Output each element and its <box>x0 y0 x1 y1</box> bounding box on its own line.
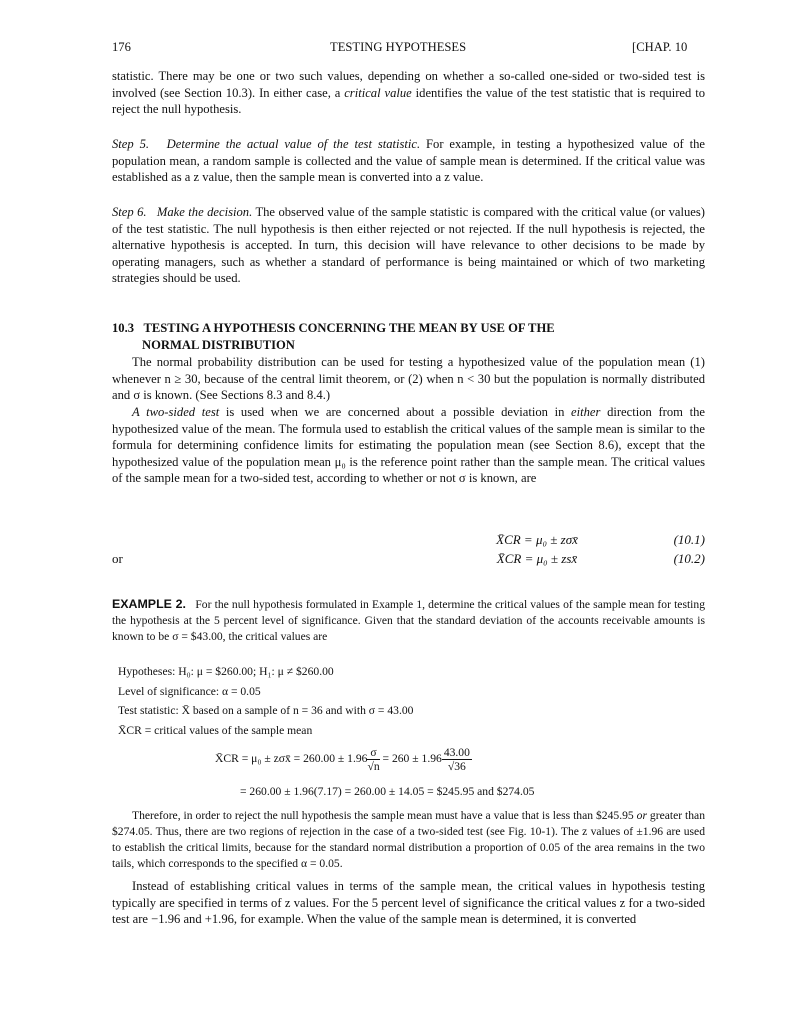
chapter-label: [CHAP. 10 <box>632 40 688 54</box>
running-title: TESTING HYPOTHESES <box>330 40 467 54</box>
section-number: 10.3 <box>112 321 135 335</box>
text: Therefore, in order to reject the null hypothesis the sample mean must have a value that is less than $245.95 <box>132 809 637 822</box>
body-paragraph: The normal probability distribution can be used for testing a hypothesized value of the population mean (1) whenever n ≥ 30, because of the central limit theorem, or (2) when n < 30 but the population is normally distributed and σ is known. (See Sections 8.3 and 8.4.) <box>112 355 705 403</box>
calculation-line-2: = 260.00 ± 1.96(7.17) = 260.00 ± 14.05 = $245.95 and $274.05 <box>240 785 535 798</box>
fraction <box>442 746 472 773</box>
equation-number: (10.1) <box>673 532 705 547</box>
emphasis: either <box>571 405 601 419</box>
equation-10-1 <box>112 532 705 550</box>
text: X̄CR = μ₀ ± zσx̄ = 260.00 ± 1.96 <box>215 752 368 766</box>
step-5-paragraph <box>112 136 705 186</box>
calculation-line-1 <box>215 746 472 773</box>
step-title: Determine the actual value of the test statistic. <box>166 137 421 151</box>
emphasis: A two-sided test <box>132 405 220 419</box>
step-6-paragraph <box>112 204 705 287</box>
text: identifies the value of the test statistic that is required to reject the null hypothesis. <box>112 85 705 117</box>
example-given <box>118 662 711 740</box>
section-title: NORMAL DISTRIBUTION <box>142 337 295 352</box>
emphasis: or <box>636 809 647 822</box>
section-heading <box>112 320 705 353</box>
body-paragraph <box>112 404 705 487</box>
text: For the null hypothesis formulated in Example 1, determine the critical values of the sample mean for testing the hypothesis at the 5 percent level of significance. Given that the standard deviation of the accounts receivable amounts is known to be σ = $43.00, the critical values are <box>112 598 705 643</box>
text: = 260 ± 1.96 <box>382 752 442 766</box>
denominator: √n <box>367 760 380 773</box>
step-label: Step 6. <box>112 205 147 219</box>
intro-paragraph <box>112 68 705 118</box>
body-paragraph: Instead of establishing critical values in terms of the sample mean, the critical values in hypothesis testing typically are specified in terms of z values. For the 5 percent level of significance the critical values z for a two-sided test are −1.96 and +1.96, for example. When the value of the sample mean is determined, it is converted <box>112 879 705 927</box>
text: statistic. There may be one or two such values, depending on whether a so-called one-sided or two-sided test is involved (see Section 10.3). In either case, a <box>112 69 705 100</box>
fraction <box>367 746 379 773</box>
hypotheses-line: Hypotheses: H₀: μ = $260.00; H₁: μ ≠ $260.00 <box>118 665 334 678</box>
text: The observed value of the sample statistic is compared with the critical value (or values) of the test statistic. The null hypothesis is then either rejected or not rejected. If the null hypothesis is rejected, the alternative hypothesis is accepted. In turn, this decision will have relevance to other decisions to be made by operating managers, such as whether a standard of performance is being maintained or which of two marketing strategies should be used. <box>112 205 705 286</box>
text: greater than $274.05. Thus, there are two regions of rejection in the case of a two-sided test (see Fig. 10-1). The z values of ±1.96 are used to establish the critical limits, because for the standard normal distribution a proportion of 0.05 of the area remains in the two tails, which corresponds to the specified α = 0.05. <box>112 809 705 870</box>
denominator: √36 <box>447 760 466 773</box>
text: For example, in testing a hypothesized value of the population mean, a random sample is collected and the value of sample mean is determined. If the critical value was established as a z value, then the sample mean is converted into a z value. <box>112 137 705 185</box>
equation-prefix: or <box>112 551 123 566</box>
equation-10-2 <box>112 551 705 569</box>
text: is used when we are concerned about a possible deviation in <box>219 405 572 419</box>
numerator: 43.00 <box>443 746 470 759</box>
step-label: Step 5. <box>112 137 150 151</box>
text: direction from the hypothesized value of the mean. The formula used to establish the critical values of the sample mean is similar to the formula for determining confidence limits for estimating the population mean (see Section 8.6), except that the hypothesized value of the population mean μ₀ is the reference point rather than the sample mean. The critical values of the sample mean for a two-sided test, according to whether or not σ is known, are <box>112 405 705 486</box>
example-2 <box>112 596 705 645</box>
critical-values-line: X̄CR = critical values of the sample mean <box>118 723 313 737</box>
test-statistic-line: Test statistic: X̄ based on a sample of n = 36 and with σ = 43.00 <box>118 704 414 717</box>
example-conclusion <box>112 808 705 872</box>
emphasis: critical value <box>344 85 412 100</box>
step-title: Make the decision. <box>156 205 253 219</box>
page-number: 176 <box>112 40 131 54</box>
example-label: EXAMPLE 2. <box>112 597 186 611</box>
numerator: σ <box>367 746 379 760</box>
section-title: TESTING A HYPOTHESIS CONCERNING THE MEAN BY USE OF THE <box>143 321 555 335</box>
equation-formula: X̄CR = μ₀ ± zσx̄ <box>496 532 578 547</box>
equation-number: (10.2) <box>673 551 705 566</box>
significance-line: Level of significance: α = 0.05 <box>118 684 261 698</box>
equation-formula: X̄CR = μ₀ ± zsx̄ <box>496 551 578 566</box>
